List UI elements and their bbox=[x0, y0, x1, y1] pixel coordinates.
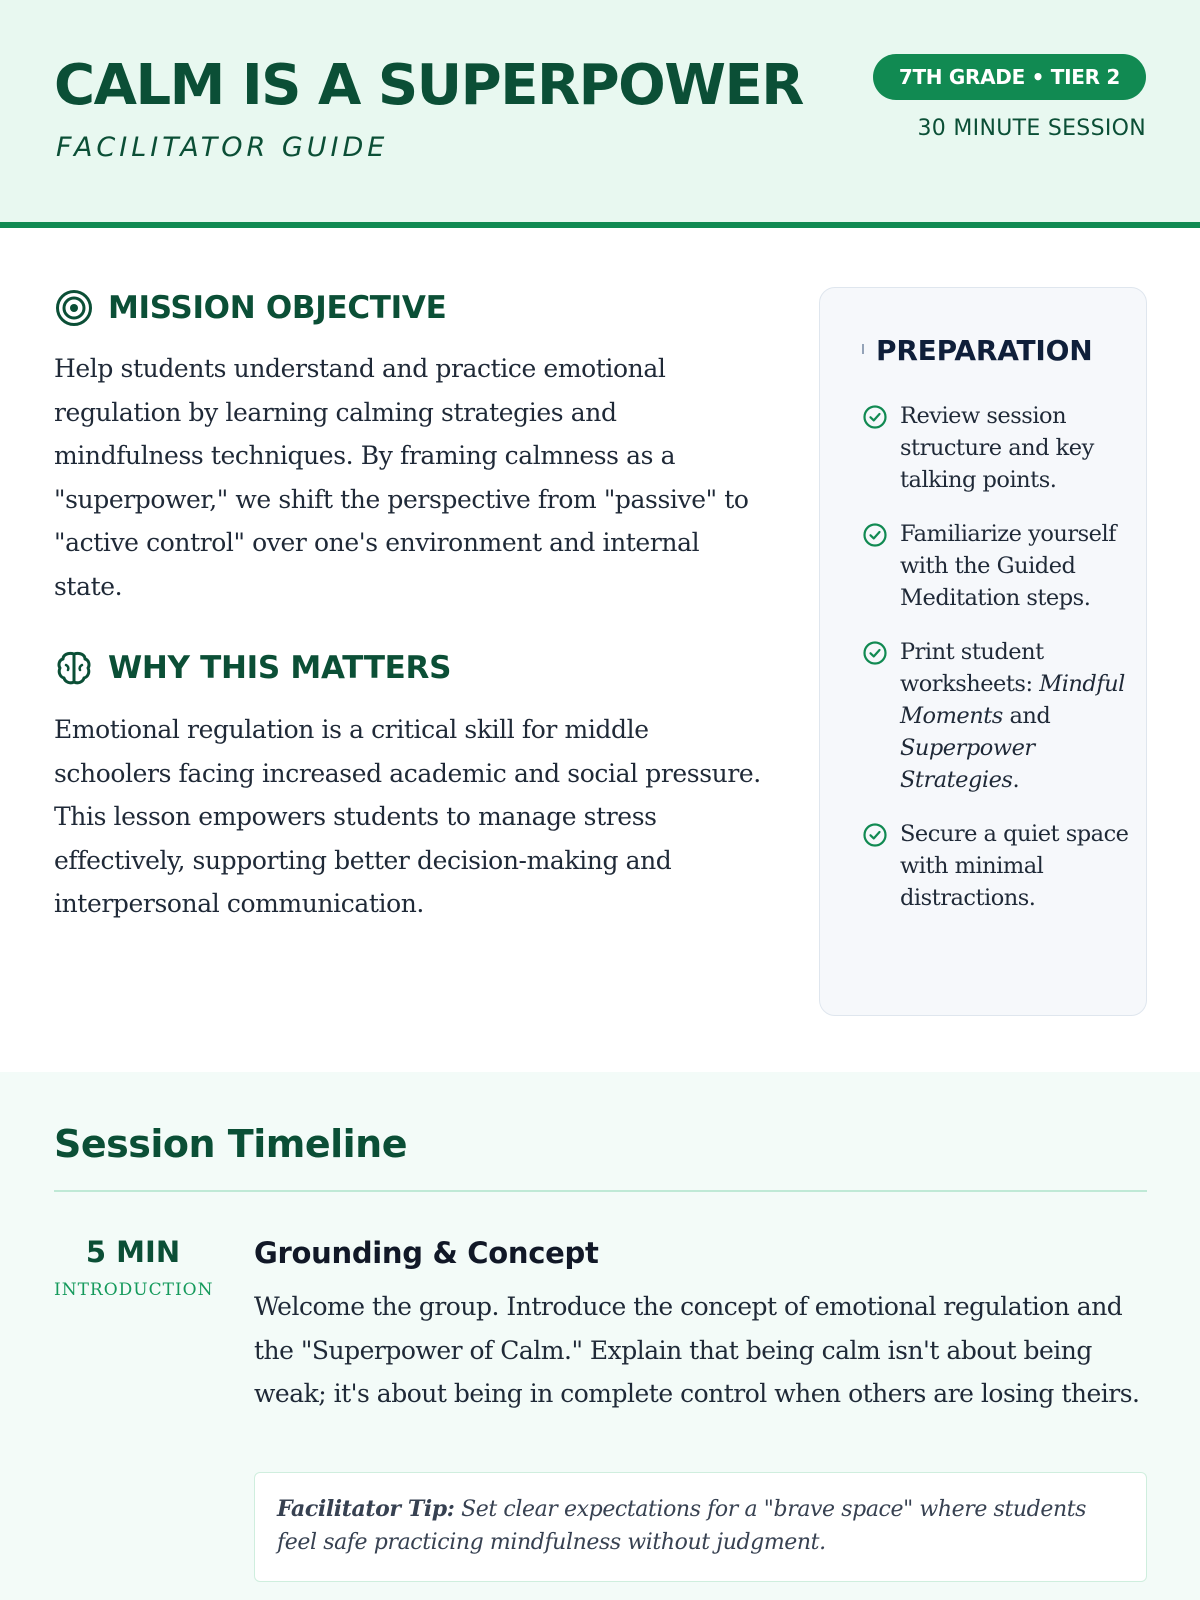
mission-heading-label: MISSION OBJECTIVE bbox=[108, 290, 447, 326]
prep-item-text bbox=[900, 636, 1132, 796]
page-title: CALM IS A SUPERPOWER bbox=[54, 53, 803, 118]
prep-item-text: Familiarize yourself with the Guided Meditation steps. bbox=[900, 521, 1116, 611]
step-description: Welcome the group. Introduce the concept of emotional regulation and the "Superpower of Calm." Explain that being calm isn't about being weak; it's about being in complete control when others are losing theirs. bbox=[254, 1292, 1140, 1408]
check-circle-icon bbox=[862, 404, 888, 430]
preparation-list bbox=[862, 400, 1132, 936]
tip-label: Facilitator Tip: bbox=[277, 1496, 455, 1522]
preparation-card bbox=[819, 287, 1147, 1016]
step-duration: 5 MIN bbox=[85, 1235, 181, 1269]
brain-icon bbox=[54, 648, 94, 688]
step-phase: INTRODUCTION bbox=[54, 1280, 214, 1300]
list-item bbox=[862, 518, 1132, 614]
session-length: 30 MINUTE SESSION bbox=[917, 116, 1146, 141]
list-item bbox=[862, 400, 1132, 496]
guide-header bbox=[0, 0, 1200, 228]
target-icon bbox=[54, 288, 94, 328]
check-circle-icon bbox=[862, 640, 888, 666]
prep-item-post: . bbox=[1012, 767, 1020, 793]
mission-heading bbox=[54, 288, 446, 328]
tip-text: Set clear expectations for a "brave space" where students feel safe practicing mindfulness without judgment. bbox=[277, 1497, 1087, 1555]
session-timeline bbox=[0, 1072, 1200, 1600]
why-heading-label: WHY THIS MATTERS bbox=[108, 650, 452, 686]
check-circle-icon bbox=[862, 522, 888, 548]
check-circle-icon bbox=[862, 822, 888, 848]
prep-item-mid: and bbox=[1002, 703, 1051, 729]
preparation-heading: PREPARATION bbox=[876, 334, 1093, 367]
step-title: Grounding & Concept bbox=[254, 1236, 599, 1270]
grade-tier-badge: 7TH GRADE • TIER 2 bbox=[873, 54, 1146, 100]
page-subtitle: FACILITATOR GUIDE bbox=[56, 132, 389, 163]
list-item bbox=[862, 636, 1132, 796]
prep-item-text: Secure a quiet space with minimal distractions. bbox=[900, 821, 1129, 911]
mission-text: Help students understand and practice emotional regulation by learning calming strategies and mindfulness techniques. By framing calmness as a "superpower," we shift the perspective from "passive" to "active control" over one's environment and internal state. bbox=[54, 354, 749, 601]
worksheet-mindful-moments: Mindful Moments bbox=[900, 671, 1125, 729]
timeline-divider bbox=[54, 1190, 1147, 1192]
prep-item-text: Review session structure and key talking points. bbox=[900, 403, 1094, 493]
facilitator-tip bbox=[254, 1472, 1147, 1582]
timeline-title: Session Timeline bbox=[54, 1122, 407, 1166]
prep-item-pre: Print student worksheets: bbox=[900, 639, 1044, 697]
list-item bbox=[862, 818, 1132, 914]
why-heading bbox=[54, 648, 451, 688]
preparation-marker bbox=[862, 344, 864, 354]
worksheet-superpower-strategies: Superpower Strategies bbox=[900, 735, 1035, 793]
why-text: Emotional regulation is a critical skill for middle schoolers facing increased academic and social pressure. This lesson empowers students to manage stress effectively, supporting better decision-making and interpersonal communication. bbox=[54, 715, 761, 918]
